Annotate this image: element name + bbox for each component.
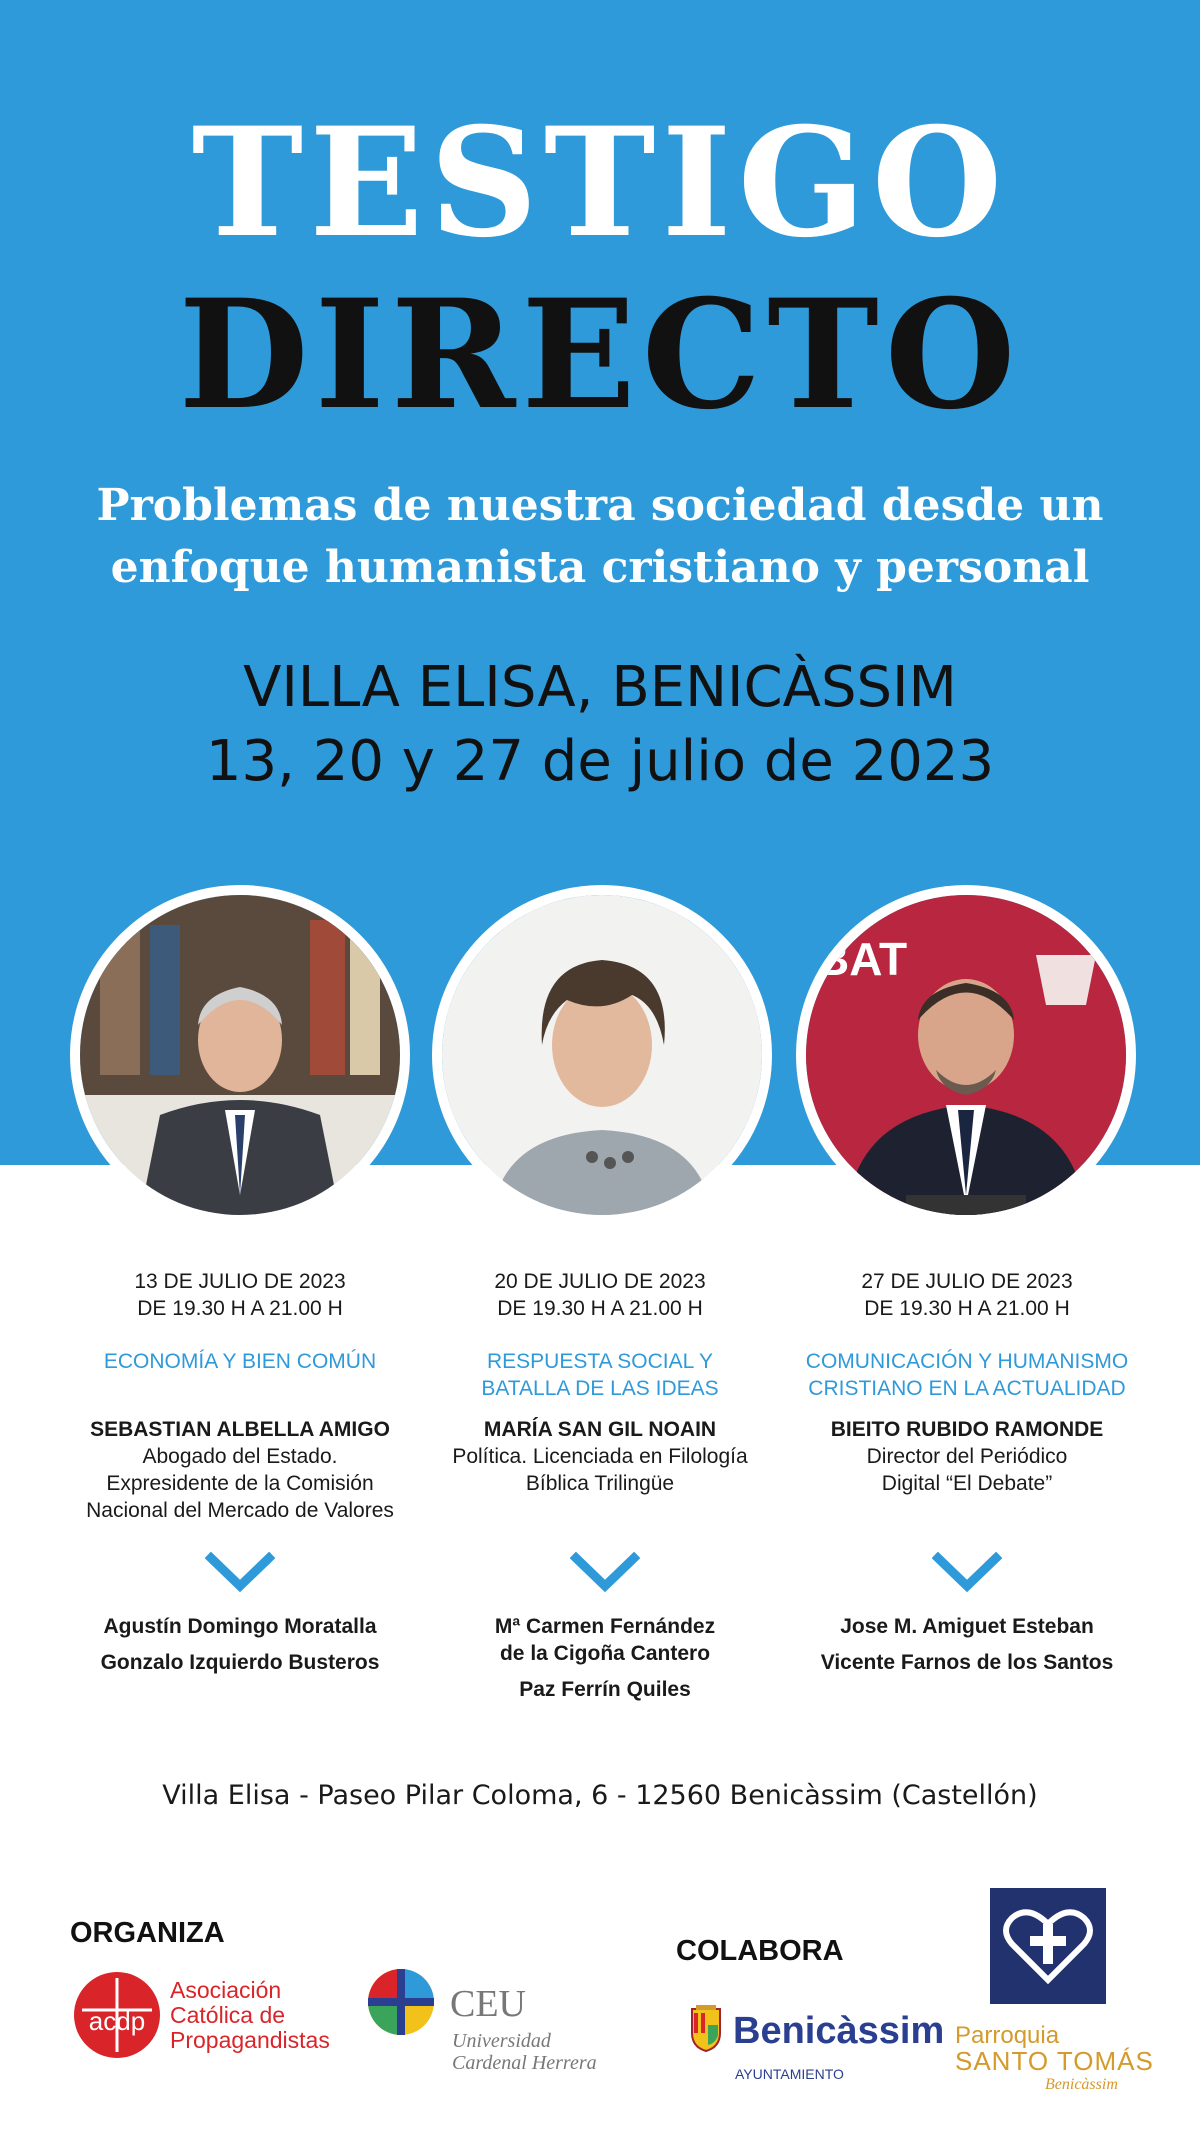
ceu-subtitle (452, 2030, 597, 2074)
topic-line: CRISTIANO EN LA ACTUALIDAD (808, 1377, 1126, 1400)
chevron-down-icon (570, 1552, 640, 1594)
speaker-role-line: Digital “El Debate” (881, 1472, 1053, 1495)
ceu-logo-icon (366, 1967, 436, 2037)
session-date: 13 DE JULIO DE 2023 (134, 1270, 346, 1293)
session-topic (60, 1348, 420, 1404)
moderator-name: Vicente Farnos de los Santos (820, 1651, 1114, 1674)
title-line-2: DIRECTO (178, 267, 1022, 443)
chevron-down-icon (205, 1552, 275, 1594)
moderator-name: Paz Ferrín Quiles (519, 1678, 691, 1701)
acdp-name-line: Asociación (170, 1977, 282, 2003)
ceu-sub-line: Universidad (452, 2030, 551, 2052)
topic-line: RESPUESTA SOCIAL Y (486, 1350, 714, 1373)
moderators-3 (777, 1613, 1157, 1685)
session-date: 27 DE JULIO DE 2023 (861, 1270, 1073, 1293)
session-1 (60, 1268, 420, 1524)
speaker-role-line: Director del Periódico (866, 1445, 1068, 1468)
acdp-mark: acdp (88, 2006, 146, 2036)
session-topic (420, 1348, 780, 1404)
moderators-1 (50, 1613, 430, 1685)
acdp-name (170, 1978, 330, 2053)
speaker-photo-1 (70, 885, 410, 1225)
svg-text:BAT: BAT (816, 933, 908, 985)
session-3 (787, 1268, 1147, 1497)
event-place: VILLA ELISA, BENICÀSSIM (243, 655, 957, 720)
session-2 (420, 1268, 780, 1497)
acdp-logo-icon (72, 1970, 162, 2060)
speaker-role-line: Expresidente de la Comisión (106, 1472, 374, 1495)
title-line-1: TESTIGO (191, 95, 1009, 271)
topic-line: ECONOMÍA Y BIEN COMÚN (103, 1350, 377, 1373)
session-topic (787, 1348, 1147, 1404)
venue-address: Villa Elisa - Paseo Pilar Coloma, 6 - 12560 Benicàssim (Castellón) (162, 1780, 1038, 1811)
event-dates: 13, 20 y 27 de julio de 2023 (205, 729, 995, 794)
speaker-name: SEBASTIAN ALBELLA AMIGO (90, 1418, 390, 1441)
session-date: 20 DE JULIO DE 2023 (494, 1270, 706, 1293)
session-time: DE 19.30 H A 21.00 H (137, 1297, 343, 1320)
organiza-label: ORGANIZA (70, 1917, 225, 1949)
speaker-photo-2 (432, 885, 772, 1225)
speaker-role-line: Bíblica Trilingüe (525, 1472, 675, 1495)
ceu-sub-line: Cardenal Herrera (452, 2052, 597, 2074)
moderator-name: Jose M. Amiguet Esteban (840, 1615, 1094, 1638)
speaker-role-line: Abogado del Estado. (142, 1445, 338, 1468)
benicassim-subtitle: AYUNTAMIENTO (735, 2066, 844, 2082)
speaker-name: MARÍA SAN GIL NOAIN (483, 1418, 717, 1441)
acdp-name-line: Propagandistas (170, 2027, 330, 2053)
moderator-name: Mª Carmen Fernández de la Cigoña Cantero (494, 1615, 716, 1665)
session-time: DE 19.30 H A 21.00 H (497, 1297, 703, 1320)
speaker-photo-3 (796, 885, 1136, 1225)
parish-line-3: Benicàssim (1045, 2076, 1118, 2093)
speaker-role-line: Nacional del Mercado de Valores (86, 1499, 394, 1522)
parish-line-1: Parroquia (955, 2022, 1060, 2049)
benicassim-shield-icon (688, 2005, 724, 2053)
chevron-down-icon (932, 1552, 1002, 1594)
parish-line-2: SANTO TOMÁS (955, 2046, 1154, 2076)
colabora-label: COLABORA (676, 1935, 844, 1967)
benicassim-name: Benicàssim (733, 2010, 945, 2052)
parish-heart-cross-icon (990, 1888, 1106, 2004)
ceu-name: CEU (450, 1983, 526, 2025)
topic-line: BATALLA DE LAS IDEAS (481, 1377, 719, 1400)
session-time: DE 19.30 H A 21.00 H (864, 1297, 1070, 1320)
topic-line: COMUNICACIÓN Y HUMANISMO (805, 1350, 1129, 1373)
speaker-role-line: Política. Licenciada en Filología (452, 1445, 748, 1468)
subtitle: Problemas de nuestra sociedad desde un enfoque humanista cristiano y personal (96, 480, 1104, 593)
moderators-2 (415, 1613, 795, 1712)
acdp-name-line: Católica de (170, 2002, 286, 2028)
moderator-name: Gonzalo Izquierdo Busteros (100, 1651, 380, 1674)
moderator-name: Agustín Domingo Moratalla (103, 1615, 377, 1638)
speaker-name: BIEITO RUBIDO RAMONDE (830, 1418, 1104, 1441)
